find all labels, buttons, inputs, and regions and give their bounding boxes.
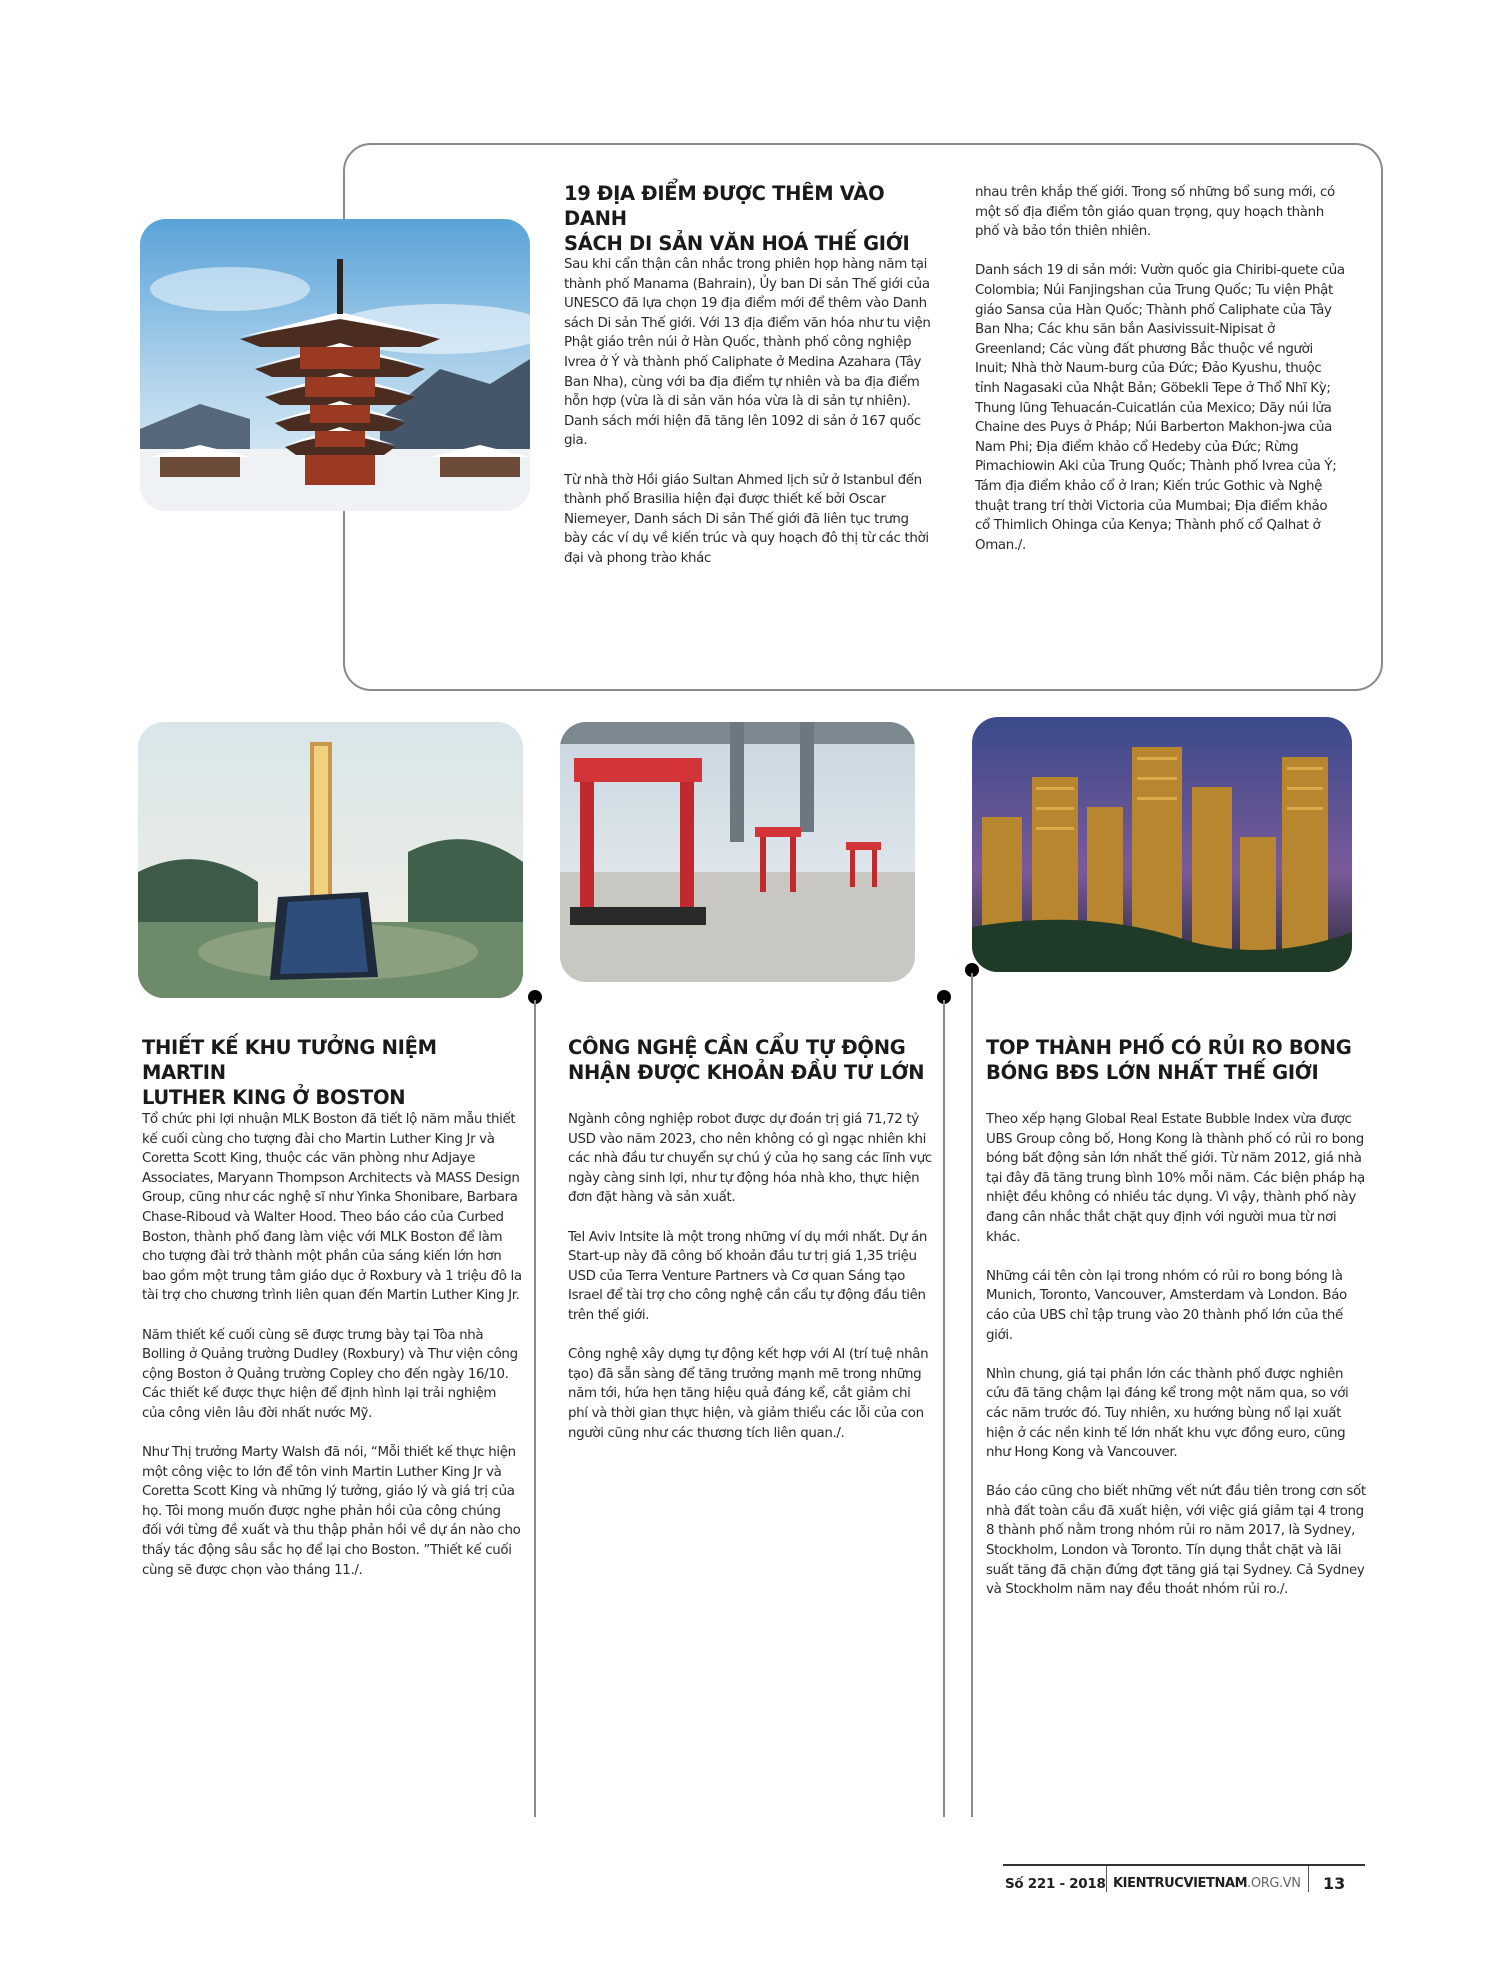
- column-divider: [534, 1000, 536, 1817]
- automated-crane-photo: [560, 722, 915, 982]
- article-title: [142, 1035, 522, 1110]
- feature-title: [564, 181, 944, 256]
- feature-paragraph: Từ nhà thờ Hồi giáo Sultan Ahmed lịch sử ở Istanbul đến thành phố Brasilia hiện đại được thiết kế bởi Oscar Niemeyer, Danh sách Di sản Thế giới đã liên tục trưng bày các ví dụ về kiến trúc và quy hoạch đô thị từ các thời đại và phong trào khác: [564, 472, 929, 566]
- issue-number: Số 221 - 2018: [1005, 1876, 1106, 1892]
- article-paragraph: Nhìn chung, giá tại phần lớn các thành phố được nghiên cứu đã tăng chậm lại đáng kể trong một năm qua, so với các năm trước đó. Tuy nhiên, xu hướng bùng nổ lại xuất hiện ở các nền kinh tế lớn nhất khu vực đồng euro, cũng như Hong Kong và Vancouver.: [986, 1366, 1349, 1461]
- column-divider: [971, 973, 973, 1817]
- website-domain: .ORG.VN: [1247, 1876, 1301, 1891]
- footer-separator: [1308, 1866, 1309, 1892]
- article-title-line1: CÔNG NGHỆ CẦN CẨU TỰ ĐỘNG: [568, 1036, 906, 1059]
- article-paragraph: Như Thị trưởng Marty Walsh đã nói, “Mỗi thiết kế thực hiện một công việc to lớn để tôn vinh Martin Luther King Jr và Coretta Scott King và những lý tưởng, giáo lý và giá trị của họ. Tôi mong muốn được nghe phản hồi của công chúng đối với từng đề xuất và thu thập phản hồi về dự án nào cho thấy tác động sâu sắc họ để lại cho Boston. ”Thiết kế cuối cùng sẽ được chọn vào tháng 11./.: [142, 1445, 521, 1578]
- article-paragraph: Ngành công nghiệp robot được dự đoán trị giá 71,72 tỷ USD vào năm 2023, cho nên không có gì ngạc nhiên khi các nhà đầu tư chuyển sự chú ý của họ sang các lĩnh vực ngày càng sinh lợi, như tự động hóa nhà kho, thực hiện đơn đặt hàng và sản xuất.: [568, 1112, 932, 1206]
- page-number: 13: [1323, 1874, 1346, 1893]
- article-title-line2: LUTHER KING Ở BOSTON: [142, 1086, 406, 1109]
- feature-paragraph: nhau trên khắp thế giới. Trong số những bổ sung mới, có một số địa điểm tôn giáo quan trọng, quy hoạch thành phố và bảo tồn thiên nhiên.: [975, 185, 1335, 240]
- article-title-line1: TOP THÀNH PHỐ CÓ RỦI RO BONG: [986, 1036, 1352, 1059]
- article-paragraph: Công nghệ xây dựng tự động kết hợp với AI (trí tuệ nhân tạo) đã sẵn sàng để tăng trưởng mạnh mẽ trong những năm tới, hứa hẹn tăng hiệu quả đáng kể, cắt giảm chi phí và thời gian thực hiện, và giảm thiểu các lỗi của con người cũng như các thương tích liên quan./.: [568, 1347, 929, 1441]
- article-paragraph: Theo xếp hạng Global Real Estate Bubble Index vừa được UBS Group công bố, Hong Kong là thành phố có rủi ro bong bóng bất động sản lớn nhất thế giới. Từ năm 2012, giá nhà tại đây đã tăng trung bình 10% mỗi năm. Các biện pháp hạ nhiệt đều không có nhiều tác dụng. Vì vậy, thành phố này đang cân nhắc thắt chặt quy định với người mua từ nơi khác.: [986, 1112, 1365, 1245]
- website-link[interactable]: [1113, 1876, 1301, 1891]
- article-paragraph: Năm thiết kế cuối cùng sẽ được trưng bày tại Tòa nhà Bolling ở Quảng trường Dudley (Roxbury) và Thư viện công cộng Boston ở Quảng trường Copley cho đến ngày 16/10. Các thiết kế được thực hiện để định hình lại trải nghiệm của công viên lâu đời nhất nước Mỹ.: [142, 1327, 518, 1421]
- article-paragraph: Tel Aviv Intsite là một trong những ví dụ mới nhất. Dự án Start-up này đã công bố khoản đầu tư trị giá 1,35 triệu USD của Terra Venture Partners và Cơ quan Sáng tạo Israel để tài trợ cho công nghệ cần cẩu tự động đầu tiên trên thế giới.: [568, 1229, 928, 1323]
- article-title: [986, 1035, 1366, 1085]
- website-name: KIENTRUCVIETNAM: [1113, 1876, 1248, 1891]
- footer-separator: [1106, 1866, 1107, 1892]
- article-paragraph: Báo cáo cũng cho biết những vết nứt đầu tiên trong cơn sốt nhà đất toàn cầu đã xuất hiện, với việc giá giảm tại 4 trong 8 thành phố nằm trong nhóm rủi ro năm 2017, là Sydney, Stockholm, London và Toronto. Tín dụng thắt chặt và lãi suất tăng đã chặn đứng đợt tăng giá tại Sydney. Cả Sydney và Stockholm năm nay đều thoát nhóm rủi ro./.: [986, 1484, 1366, 1598]
- article-title: [568, 1035, 938, 1085]
- mlk-memorial-photo: [138, 722, 523, 998]
- page-footer: [1003, 1864, 1365, 1912]
- article-body: [568, 1110, 933, 1463]
- article-paragraph: Những cái tên còn lại trong nhóm có rủi ro bong bóng là Munich, Toronto, Vancouver, Amsterdam và London. Báo cáo của UBS chỉ tập trung vào 20 thành phố lớn của thế giới.: [986, 1268, 1347, 1343]
- column-divider: [943, 1000, 945, 1817]
- footer-rule: [1003, 1864, 1365, 1866]
- article-body: [986, 1110, 1366, 1619]
- pagoda-photo: [140, 219, 530, 511]
- feature-title-line1: 19 ĐỊA ĐIỂM ĐƯỢC THÊM VÀO DANH: [564, 182, 885, 230]
- article-title-line2: NHẬN ĐƯỢC KHOẢN ĐẦU TƯ LỚN: [568, 1061, 925, 1084]
- article-paragraph: Tổ chức phi lợi nhuận MLK Boston đã tiết lộ năm mẫu thiết kế cuối cùng cho tượng đài cho Martin Luther King Jr và Coretta Scott King, thuộc các văn phòng như Adjaye Associates, Maryann Thompson Architects và MASS Design Group, cũng như các nghệ sĩ như Yinka Shonibare, Barbara Chase-Riboud và Walter Hood. Theo báo cáo của Curbed Boston, thành phố đang làm việc với MLK Boston để làm cho tượng đài trở thành một phần của sáng kiến lớn hơn bao gồm một trung tâm giáo dục ở Roxbury và 1 triệu đô la tài trợ cho chương trình liên quan đến Martin Luther King Jr.: [142, 1112, 522, 1304]
- hong-kong-skyline-photo: [972, 717, 1352, 972]
- feature-paragraph: Sau khi cẩn thận cân nhắc trong phiên họp hàng năm tại thành phố Manama (Bahrain), Ủy ban Di sản Thế giới của UNESCO đã lựa chọn 19 địa điểm mới để thêm vào Danh sách Di sản Thế giới. Với 13 địa điểm văn hóa như tu viện Phật giáo trên núi ở Hàn Quốc, thành phố công nghiệp Ivrea ở Ý và thành phố Caliphate ở Medina Azahara (Tây Ban Nha), cùng với ba địa điểm tự nhiên và ba địa điểm hỗn hợp (vừa là di sản văn hóa vừa là di sản tự nhiên). Danh sách mới hiện đã tăng lên 1092 di sản ở 167 quốc gia.: [564, 257, 931, 449]
- feature-column-1: [564, 255, 934, 588]
- feature-column-2: [975, 183, 1345, 575]
- article-title-line2: BÓNG BĐS LỚN NHẤT THẾ GIỚI: [986, 1061, 1319, 1084]
- feature-title-line2: SÁCH DI SẢN VĂN HOÁ THẾ GIỚI: [564, 232, 910, 255]
- article-body: [142, 1110, 522, 1600]
- feature-paragraph: Danh sách 19 di sản mới: Vườn quốc gia Chiribi-quete của Colombia; Núi Fanjingshan của Trung Quốc; Tu viện Phật giáo Sansa của Hàn Quốc; Thành phố Caliphate của Tây Ban Nha; Các khu săn bắn Aasivissuit-Nipisat ở Greenland; Các vùng đất phương Bắc thuộc về người Inuit; Nhà thờ Naum-burg của Đức; Đảo Kyushu, thuộc tỉnh Nagasaki của Nhật Bản; Göbekli Tepe ở Thổ Nhĩ Kỳ; Thung lũng Tehuacán-Cuicatlán của Mexico; Dãy núi lửa Chaine des Puys ở Pháp; Núi Barberton Makhon-jwa của Nam Phi; Địa điểm khảo cổ Hedeby của Đức; Rừng Pimachiowin Aki của Trung Quốc; Thành phố Ivrea của Ý; Tám địa điểm khảo cổ ở Iran; Kiến trúc Gothic và Nghệ thuật trang trí thời Victoria của Mumbai; Địa điểm khảo cổ Thimlich Ohinga của Kenya; Thành phố cổ Qalhat ở Oman./.: [975, 263, 1345, 553]
- article-title-line1: THIẾT KẾ KHU TƯỞNG NIỆM MARTIN: [142, 1036, 437, 1084]
